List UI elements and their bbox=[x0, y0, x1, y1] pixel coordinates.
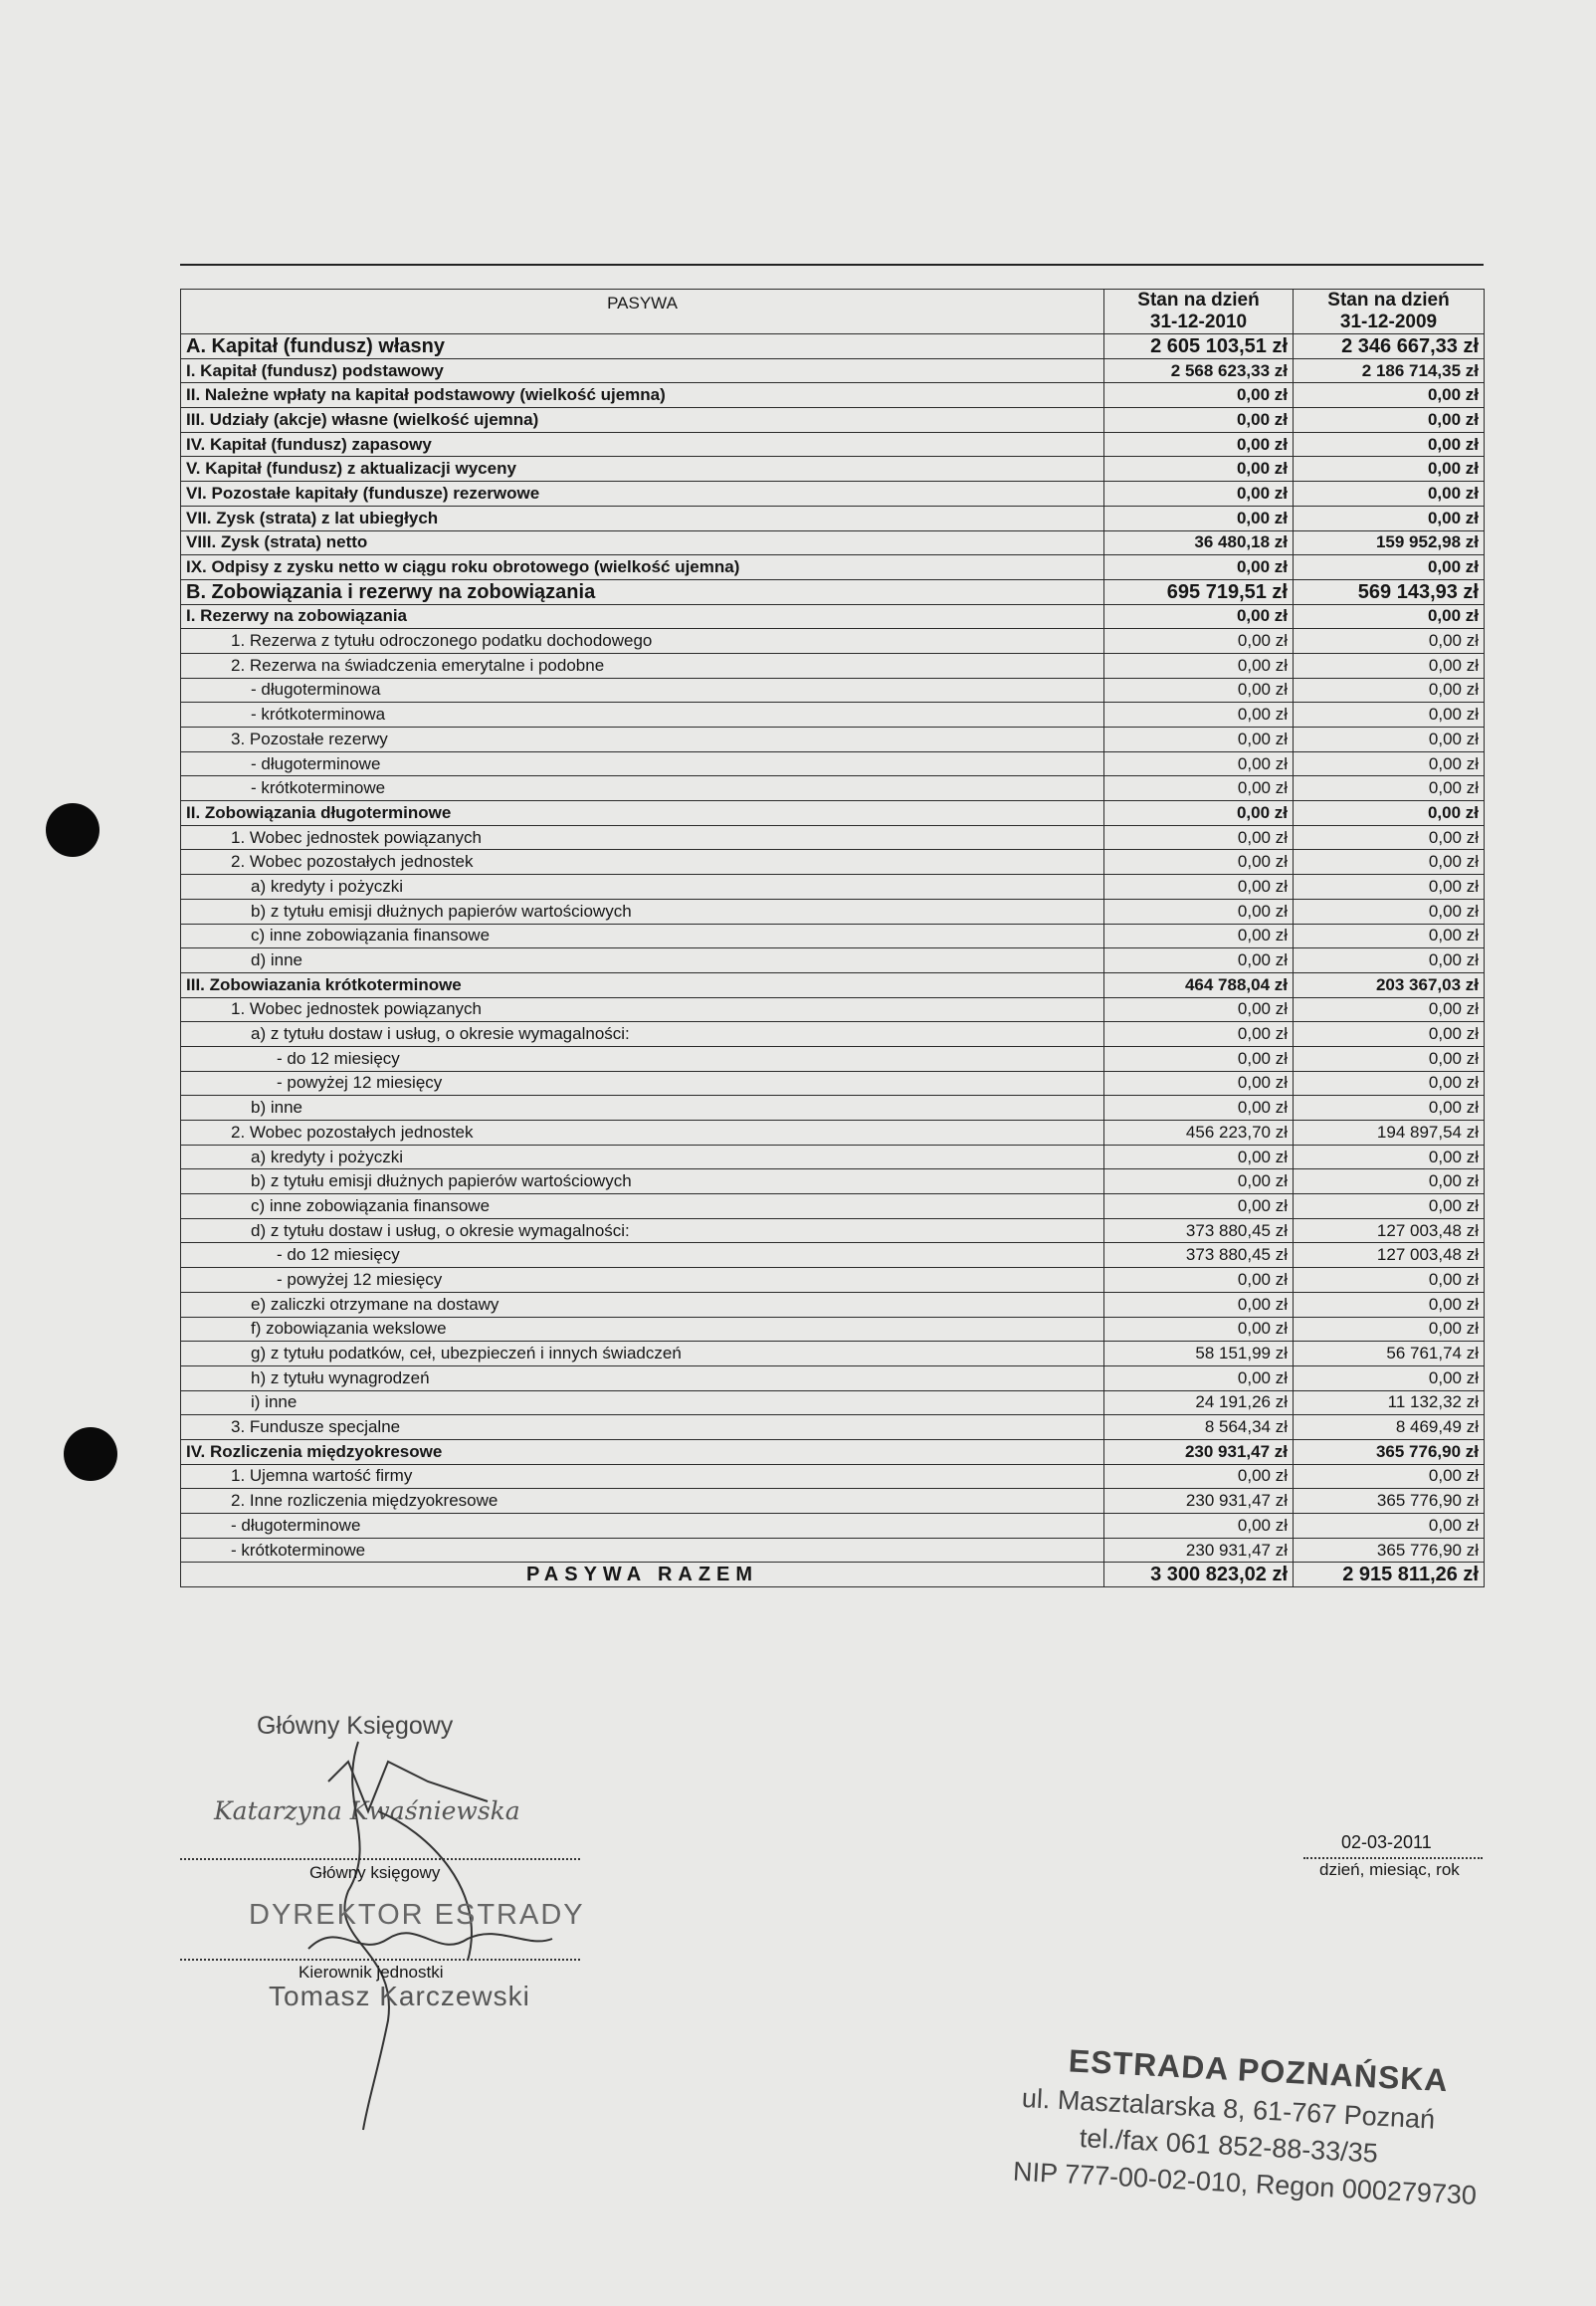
row-value-2009: 0,00 zł bbox=[1294, 432, 1485, 457]
row-value-2009: 0,00 zł bbox=[1294, 555, 1485, 580]
row-value-2010: 0,00 zł bbox=[1104, 555, 1294, 580]
table-header bbox=[181, 290, 1485, 334]
row-value-2009: 0,00 zł bbox=[1294, 1071, 1485, 1096]
table-row bbox=[181, 678, 1485, 703]
table-row bbox=[181, 482, 1485, 507]
table-row bbox=[181, 972, 1485, 997]
table-row bbox=[181, 383, 1485, 408]
row-label: d) inne bbox=[181, 948, 1104, 973]
row-value-2009: 0,00 zł bbox=[1294, 1292, 1485, 1317]
row-value-2010: 0,00 zł bbox=[1104, 924, 1294, 948]
row-value-2010: 0,00 zł bbox=[1104, 408, 1294, 433]
row-label: VIII. Zysk (strata) netto bbox=[181, 530, 1104, 555]
row-value-2009: 365 776,90 zł bbox=[1294, 1489, 1485, 1514]
row-value-2009: 0,00 zł bbox=[1294, 653, 1485, 678]
row-value-2010: 0,00 zł bbox=[1104, 728, 1294, 752]
table-row bbox=[181, 801, 1485, 826]
row-value-2009: 11 132,32 zł bbox=[1294, 1390, 1485, 1415]
row-label: B. Zobowiązania i rezerwy na zobowiązania bbox=[181, 579, 1104, 604]
header-col-2009-date: 31-12-2009 bbox=[1339, 312, 1438, 332]
table-row bbox=[181, 579, 1485, 604]
row-value-2009: 0,00 zł bbox=[1294, 1317, 1485, 1342]
row-label: b) inne bbox=[181, 1096, 1104, 1121]
row-label: I. Kapitał (fundusz) podstawowy bbox=[181, 358, 1104, 383]
row-label: - powyżej 12 miesięcy bbox=[181, 1268, 1104, 1293]
director-stamp: DYREKTOR ESTRADY bbox=[249, 1899, 585, 1931]
row-value-2010: 2 605 103,51 zł bbox=[1104, 334, 1294, 359]
table-row bbox=[181, 1169, 1485, 1194]
row-value-2009: 159 952,98 zł bbox=[1294, 530, 1485, 555]
row-label: III. Udziały (akcje) własne (wielkość ujemna) bbox=[181, 408, 1104, 433]
row-value-2010: 0,00 zł bbox=[1104, 432, 1294, 457]
row-value-2010: 0,00 zł bbox=[1104, 653, 1294, 678]
row-value-2010: 8 564,34 zł bbox=[1104, 1415, 1294, 1440]
row-value-2010: 0,00 zł bbox=[1104, 1365, 1294, 1390]
table-row bbox=[181, 1121, 1485, 1146]
row-label: 2. Wobec pozostałych jednostek bbox=[181, 850, 1104, 875]
table-row bbox=[181, 629, 1485, 654]
row-value-2009: 0,00 zł bbox=[1294, 751, 1485, 776]
row-label: - powyżej 12 miesięcy bbox=[181, 1071, 1104, 1096]
row-value-2010: 0,00 zł bbox=[1104, 825, 1294, 850]
table-row bbox=[181, 408, 1485, 433]
row-value-2010: 3 300 823,02 zł bbox=[1104, 1563, 1294, 1587]
punch-hole-upper bbox=[46, 803, 100, 857]
row-value-2009: 0,00 zł bbox=[1294, 875, 1485, 900]
table-row bbox=[181, 1415, 1485, 1440]
row-value-2009: 0,00 zł bbox=[1294, 948, 1485, 973]
row-value-2010: 36 480,18 zł bbox=[1104, 530, 1294, 555]
row-value-2009: 0,00 zł bbox=[1294, 408, 1485, 433]
row-label: 2. Rezerwa na świadczenia emerytalne i podobne bbox=[181, 653, 1104, 678]
row-value-2009: 0,00 zł bbox=[1294, 482, 1485, 507]
company-ids: NIP 777-00-02-010, Regon 000279730 bbox=[1012, 2156, 1478, 2210]
row-value-2009: 0,00 zł bbox=[1294, 1169, 1485, 1194]
row-value-2010: 0,00 zł bbox=[1104, 1145, 1294, 1169]
row-label: 2. Inne rozliczenia międzyokresowe bbox=[181, 1489, 1104, 1514]
row-value-2009: 0,00 zł bbox=[1294, 1194, 1485, 1219]
accountant-line bbox=[180, 1858, 580, 1860]
table-row bbox=[181, 1194, 1485, 1219]
row-value-2009: 0,00 zł bbox=[1294, 1096, 1485, 1121]
table-row bbox=[181, 1071, 1485, 1096]
row-value-2010: 0,00 zł bbox=[1104, 1046, 1294, 1071]
row-value-2010: 58 151,99 zł bbox=[1104, 1342, 1294, 1366]
row-value-2010: 24 191,26 zł bbox=[1104, 1390, 1294, 1415]
table-row bbox=[181, 1096, 1485, 1121]
table-row bbox=[181, 924, 1485, 948]
row-value-2009: 0,00 zł bbox=[1294, 1514, 1485, 1539]
table-row bbox=[181, 1563, 1485, 1587]
row-value-2009: 0,00 zł bbox=[1294, 506, 1485, 530]
table-row bbox=[181, 703, 1485, 728]
table-row bbox=[181, 530, 1485, 555]
row-value-2009: 0,00 zł bbox=[1294, 825, 1485, 850]
row-value-2009: 0,00 zł bbox=[1294, 850, 1485, 875]
header-col-2009 bbox=[1294, 290, 1485, 334]
row-value-2009: 0,00 zł bbox=[1294, 1365, 1485, 1390]
header-col-2010 bbox=[1104, 290, 1294, 334]
table-row bbox=[181, 1145, 1485, 1169]
row-label: - do 12 miesięcy bbox=[181, 1046, 1104, 1071]
row-value-2009: 56 761,74 zł bbox=[1294, 1342, 1485, 1366]
table-row bbox=[181, 776, 1485, 801]
row-value-2010: 0,00 zł bbox=[1104, 1169, 1294, 1194]
row-value-2010: 464 788,04 zł bbox=[1104, 972, 1294, 997]
row-label: II. Zobowiązania długoterminowe bbox=[181, 801, 1104, 826]
row-label: c) inne zobowiązania finansowe bbox=[181, 924, 1104, 948]
table-row bbox=[181, 432, 1485, 457]
header-col-2010-title: Stan na dzień bbox=[1137, 290, 1260, 311]
row-value-2009: 0,00 zł bbox=[1294, 728, 1485, 752]
row-value-2010: 0,00 zł bbox=[1104, 751, 1294, 776]
date-value: 02-03-2011 bbox=[1341, 1832, 1432, 1852]
row-label: - krótkoterminowa bbox=[181, 703, 1104, 728]
punch-hole-lower bbox=[64, 1427, 117, 1481]
table-row bbox=[181, 358, 1485, 383]
row-value-2010: 0,00 zł bbox=[1104, 997, 1294, 1022]
row-label: I. Rezerwy na zobowiązania bbox=[181, 604, 1104, 629]
director-caption: Kierownik jednostki bbox=[299, 1963, 444, 1982]
row-label: 1. Ujemna wartość firmy bbox=[181, 1464, 1104, 1489]
row-value-2009: 365 776,90 zł bbox=[1294, 1538, 1485, 1563]
row-value-2009: 203 367,03 zł bbox=[1294, 972, 1485, 997]
row-label: 1. Wobec jednostek powiązanych bbox=[181, 825, 1104, 850]
row-value-2009: 0,00 zł bbox=[1294, 1046, 1485, 1071]
table-row bbox=[181, 1538, 1485, 1563]
row-label: III. Zobowiazania krótkoterminowe bbox=[181, 972, 1104, 997]
table-row bbox=[181, 1439, 1485, 1464]
director-name: Tomasz Karczewski bbox=[269, 1981, 530, 2011]
row-value-2010: 0,00 zł bbox=[1104, 1096, 1294, 1121]
row-value-2009: 127 003,48 zł bbox=[1294, 1243, 1485, 1268]
row-label: d) z tytułu dostaw i usług, o okresie wymagalności: bbox=[181, 1218, 1104, 1243]
header-label: PASYWA bbox=[181, 290, 1104, 334]
row-value-2010: 0,00 zł bbox=[1104, 604, 1294, 629]
table-row bbox=[181, 1218, 1485, 1243]
row-value-2009: 0,00 zł bbox=[1294, 924, 1485, 948]
row-value-2010: 0,00 zł bbox=[1104, 875, 1294, 900]
table-row bbox=[181, 751, 1485, 776]
row-label: 1. Wobec jednostek powiązanych bbox=[181, 997, 1104, 1022]
row-label: h) z tytułu wynagrodzeń bbox=[181, 1365, 1104, 1390]
table-row bbox=[181, 825, 1485, 850]
liabilities-table bbox=[180, 289, 1485, 1587]
top-rule bbox=[180, 264, 1484, 266]
row-label: i) inne bbox=[181, 1390, 1104, 1415]
row-value-2010: 0,00 zł bbox=[1104, 482, 1294, 507]
row-value-2010: 0,00 zł bbox=[1104, 801, 1294, 826]
row-label: VI. Pozostałe kapitały (fundusze) rezerwowe bbox=[181, 482, 1104, 507]
row-value-2009: 2 346 667,33 zł bbox=[1294, 334, 1485, 359]
row-value-2009: 2 915 811,26 zł bbox=[1294, 1563, 1485, 1587]
row-value-2009: 127 003,48 zł bbox=[1294, 1218, 1485, 1243]
table-row bbox=[181, 1268, 1485, 1293]
row-value-2009: 569 143,93 zł bbox=[1294, 579, 1485, 604]
table-row bbox=[181, 850, 1485, 875]
row-label: 3. Fundusze specjalne bbox=[181, 1415, 1104, 1440]
row-value-2010: 230 931,47 zł bbox=[1104, 1439, 1294, 1464]
row-value-2009: 0,00 zł bbox=[1294, 776, 1485, 801]
row-value-2010: 0,00 zł bbox=[1104, 1317, 1294, 1342]
table-row bbox=[181, 1243, 1485, 1268]
company-address: ul. Masztalarska 8, 61-767 Poznań bbox=[1021, 2082, 1436, 2135]
row-value-2010: 0,00 zł bbox=[1104, 703, 1294, 728]
row-label: a) z tytułu dostaw i usług, o okresie wymagalności: bbox=[181, 1022, 1104, 1047]
row-value-2009: 0,00 zł bbox=[1294, 997, 1485, 1022]
row-value-2009: 0,00 zł bbox=[1294, 604, 1485, 629]
row-label: 3. Pozostałe rezerwy bbox=[181, 728, 1104, 752]
row-label: V. Kapitał (fundusz) z aktualizacji wyceny bbox=[181, 457, 1104, 482]
table-row bbox=[181, 506, 1485, 530]
date-caption: dzień, miesiąc, rok bbox=[1319, 1860, 1460, 1879]
row-label: 1. Rezerwa z tytułu odroczonego podatku dochodowego bbox=[181, 629, 1104, 654]
row-label: b) z tytułu emisji dłużnych papierów wartościowych bbox=[181, 1169, 1104, 1194]
row-value-2009: 0,00 zł bbox=[1294, 703, 1485, 728]
row-value-2009: 0,00 zł bbox=[1294, 457, 1485, 482]
table-row bbox=[181, 1292, 1485, 1317]
row-label: c) inne zobowiązania finansowe bbox=[181, 1194, 1104, 1219]
table-row bbox=[181, 1514, 1485, 1539]
row-label: VII. Zysk (strata) z lat ubiegłych bbox=[181, 506, 1104, 530]
accountant-stamp: Główny Księgowy bbox=[257, 1712, 454, 1740]
table-row bbox=[181, 1317, 1485, 1342]
company-phone: tel./fax 061 852-88-33/35 bbox=[1079, 2123, 1379, 2169]
company-stamp bbox=[1012, 2040, 1483, 2211]
row-label: IV. Kapitał (fundusz) zapasowy bbox=[181, 432, 1104, 457]
row-value-2009: 0,00 zł bbox=[1294, 1464, 1485, 1489]
row-value-2010: 230 931,47 zł bbox=[1104, 1489, 1294, 1514]
table-row bbox=[181, 997, 1485, 1022]
director-line bbox=[180, 1959, 580, 1961]
table-row bbox=[181, 1342, 1485, 1366]
row-value-2010: 0,00 zł bbox=[1104, 1022, 1294, 1047]
table-row bbox=[181, 728, 1485, 752]
row-value-2009: 365 776,90 zł bbox=[1294, 1439, 1485, 1464]
table-row bbox=[181, 604, 1485, 629]
row-label: a) kredyty i pożyczki bbox=[181, 1145, 1104, 1169]
table-row bbox=[181, 875, 1485, 900]
row-label: g) z tytułu podatków, ceł, ubezpieczeń i innych świadczeń bbox=[181, 1342, 1104, 1366]
table-row bbox=[181, 1464, 1485, 1489]
row-value-2010: 0,00 zł bbox=[1104, 1194, 1294, 1219]
row-value-2009: 194 897,54 zł bbox=[1294, 1121, 1485, 1146]
row-value-2010: 0,00 zł bbox=[1104, 1071, 1294, 1096]
row-value-2010: 0,00 zł bbox=[1104, 457, 1294, 482]
row-value-2010: 0,00 zł bbox=[1104, 506, 1294, 530]
row-value-2010: 0,00 zł bbox=[1104, 1268, 1294, 1293]
table-row bbox=[181, 555, 1485, 580]
row-value-2010: 0,00 zł bbox=[1104, 776, 1294, 801]
row-value-2010: 230 931,47 zł bbox=[1104, 1538, 1294, 1563]
table-row bbox=[181, 1390, 1485, 1415]
accountant-caption: Główny księgowy bbox=[309, 1863, 441, 1882]
row-label: f) zobowiązania wekslowe bbox=[181, 1317, 1104, 1342]
header-col-2010-date: 31-12-2010 bbox=[1149, 312, 1248, 332]
table-row bbox=[181, 1022, 1485, 1047]
table-row bbox=[181, 899, 1485, 924]
row-value-2009: 8 469,49 zł bbox=[1294, 1415, 1485, 1440]
row-label: - długoterminowe bbox=[181, 1514, 1104, 1539]
row-value-2009: 0,00 zł bbox=[1294, 1268, 1485, 1293]
row-value-2010: 0,00 zł bbox=[1104, 850, 1294, 875]
row-label: - krótkoterminowe bbox=[181, 1538, 1104, 1563]
table-row bbox=[181, 457, 1485, 482]
row-label: IV. Rozliczenia międzyokresowe bbox=[181, 1439, 1104, 1464]
row-value-2010: 373 880,45 zł bbox=[1104, 1243, 1294, 1268]
table-row bbox=[181, 1365, 1485, 1390]
table-row bbox=[181, 653, 1485, 678]
row-value-2010: 373 880,45 zł bbox=[1104, 1218, 1294, 1243]
row-value-2010: 2 568 623,33 zł bbox=[1104, 358, 1294, 383]
row-label: 2. Wobec pozostałych jednostek bbox=[181, 1121, 1104, 1146]
table-row bbox=[181, 948, 1485, 973]
row-label: e) zaliczki otrzymane na dostawy bbox=[181, 1292, 1104, 1317]
row-value-2010: 0,00 zł bbox=[1104, 1292, 1294, 1317]
row-value-2009: 2 186 714,35 zł bbox=[1294, 358, 1485, 383]
row-value-2009: 0,00 zł bbox=[1294, 899, 1485, 924]
row-label: IX. Odpisy z zysku netto w ciągu roku obrotowego (wielkość ujemna) bbox=[181, 555, 1104, 580]
row-value-2010: 0,00 zł bbox=[1104, 383, 1294, 408]
row-label: - krótkoterminowe bbox=[181, 776, 1104, 801]
table-row bbox=[181, 1489, 1485, 1514]
table-row bbox=[181, 334, 1485, 359]
table-row bbox=[181, 1046, 1485, 1071]
row-value-2010: 0,00 zł bbox=[1104, 629, 1294, 654]
row-value-2009: 0,00 zł bbox=[1294, 629, 1485, 654]
row-label: II. Należne wpłaty na kapitał podstawowy (wielkość ujemna) bbox=[181, 383, 1104, 408]
row-value-2010: 695 719,51 zł bbox=[1104, 579, 1294, 604]
row-value-2010: 0,00 zł bbox=[1104, 1464, 1294, 1489]
row-value-2009: 0,00 zł bbox=[1294, 1022, 1485, 1047]
row-value-2010: 0,00 zł bbox=[1104, 678, 1294, 703]
row-value-2010: 0,00 zł bbox=[1104, 899, 1294, 924]
row-label: a) kredyty i pożyczki bbox=[181, 875, 1104, 900]
company-name: ESTRADA POZNAŃSKA bbox=[1068, 2042, 1450, 2099]
row-label: A. Kapitał (fundusz) własny bbox=[181, 334, 1104, 359]
accountant-name: Katarzyna Kwaśniewska bbox=[214, 1796, 520, 1825]
row-value-2009: 0,00 zł bbox=[1294, 801, 1485, 826]
row-value-2010: 0,00 zł bbox=[1104, 948, 1294, 973]
row-label: - do 12 miesięcy bbox=[181, 1243, 1104, 1268]
row-label: b) z tytułu emisji dłużnych papierów wartościowych bbox=[181, 899, 1104, 924]
header-col-2009-title: Stan na dzień bbox=[1327, 290, 1450, 311]
row-label: - długoterminowe bbox=[181, 751, 1104, 776]
row-value-2009: 0,00 zł bbox=[1294, 678, 1485, 703]
row-value-2009: 0,00 zł bbox=[1294, 383, 1485, 408]
row-value-2010: 0,00 zł bbox=[1104, 1514, 1294, 1539]
date-line bbox=[1303, 1857, 1483, 1859]
row-value-2009: 0,00 zł bbox=[1294, 1145, 1485, 1169]
row-label: PASYWA RAZEM bbox=[181, 1563, 1104, 1587]
row-label: - długoterminowa bbox=[181, 678, 1104, 703]
row-value-2010: 456 223,70 zł bbox=[1104, 1121, 1294, 1146]
